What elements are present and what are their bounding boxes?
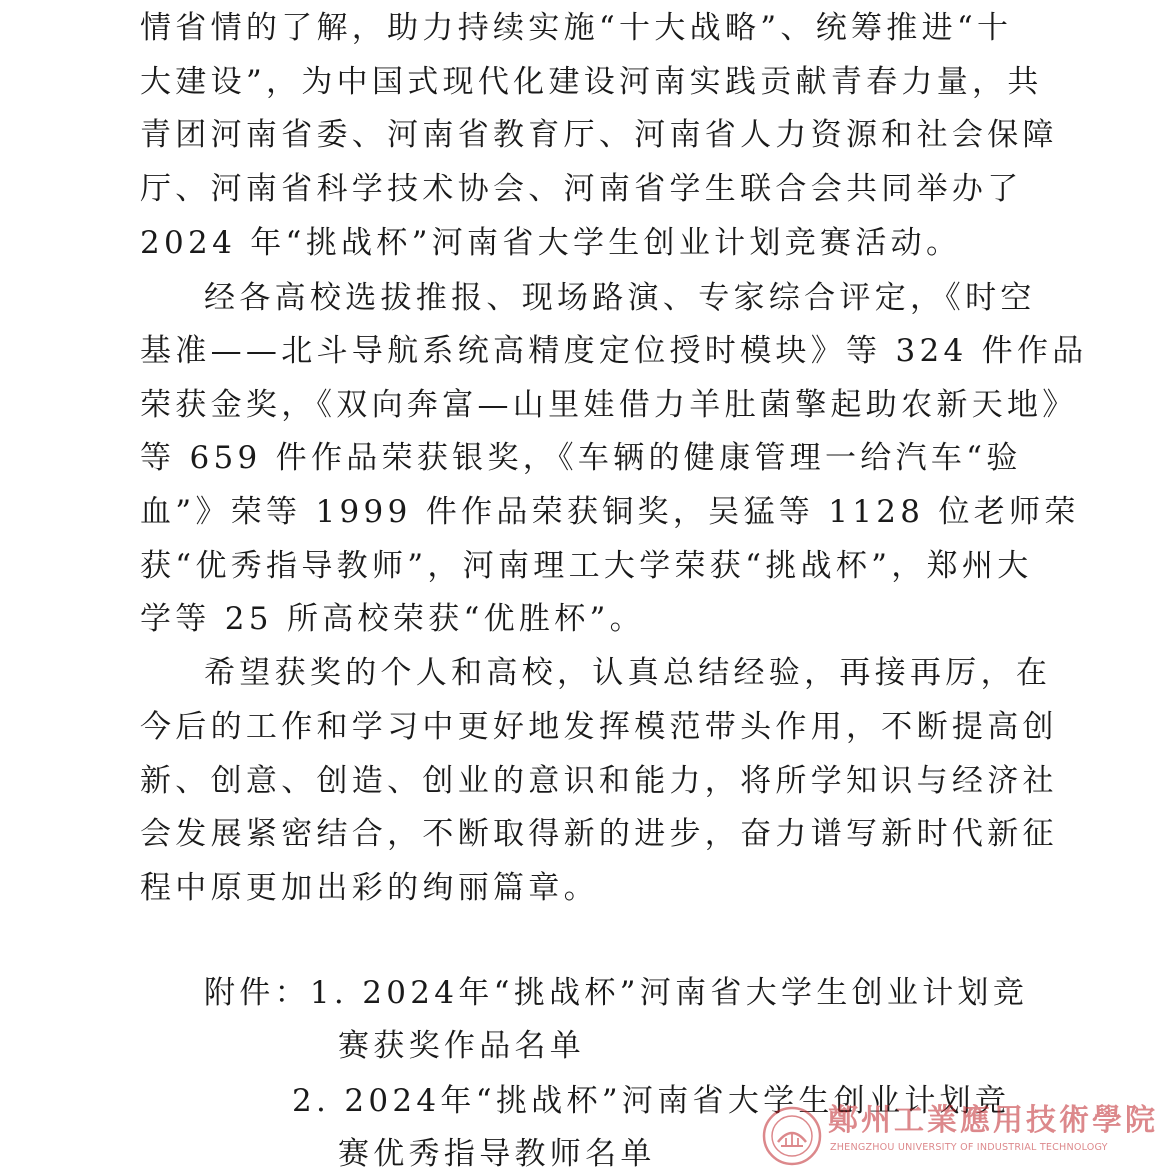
school-seal-icon	[762, 1106, 822, 1166]
body-line: 等 659 件作品荣获银奖，《车辆的健康管理一给汽车“验	[140, 440, 1022, 476]
paragraph-start-line: 经各高校选拔推报、现场路演、专家综合评定，《时空	[204, 280, 1036, 316]
body-line: 基准——北斗导航系统高精度定位授时模块》等 324 件作品	[140, 333, 1088, 369]
school-name-english: ZHENGZHOU UNIVERSITY OF INDUSTRIAL TECHNOLOGY	[830, 1142, 1108, 1153]
body-line: 青团河南省委、河南省教育厅、河南省人力资源和社会保障	[140, 117, 1058, 153]
attachment-2-line-2: 赛优秀指导教师名单	[338, 1136, 656, 1172]
body-line: 荣获金奖，《双向奔富—山里娃借力羊肚菌擎起助农新天地》	[140, 387, 1078, 423]
attachment-1-line-2: 赛获奖作品名单	[338, 1028, 586, 1064]
school-watermark	[762, 1100, 1158, 1169]
body-line: 厅、河南省科学技术协会、河南省学生联合会共同举办了	[140, 171, 1023, 207]
school-name-chinese: 鄭州工業應用技術學院	[828, 1103, 1158, 1138]
attachment-1-line-1: 附件：1. 2024年“挑战杯”河南省大学生创业计划竞	[204, 975, 1029, 1011]
body-line: 大建设”，为中国式现代化建设河南实践贡献青春力量，共	[140, 64, 1043, 100]
body-line: 学等 25 所高校荣获“优胜杯”。	[140, 601, 645, 637]
body-line: 程中原更加出彩的绚丽篇章。	[140, 870, 599, 906]
attachment-2-line-1: 2. 2024年“挑战杯”河南省大学生创业计划竞	[292, 1083, 1011, 1119]
body-line: 今后的工作和学习中更好地发挥模范带头作用，不断提高创	[140, 709, 1058, 745]
body-line: 血”》荣等 1999 件作品荣获铜奖，吴猛等 1128 位老师荣	[140, 494, 1080, 530]
paragraph-start-line: 希望获奖的个人和高校，认真总结经验，再接再厉，在	[204, 655, 1052, 691]
body-line: 2024 年“挑战杯”河南省大学生创业计划竞赛活动。	[140, 225, 962, 261]
body-line: 情省情的了解，助力持续实施“十大战略”、统筹推进“十	[140, 10, 1013, 46]
body-line: 会发展紧密结合，不断取得新的进步，奋力谱写新时代新征	[140, 816, 1058, 852]
body-line: 获“优秀指导教师”，河南理工大学荣获“挑战杯”，郑州大	[140, 548, 1033, 584]
body-line: 新、创意、创造、创业的意识和能力，将所学知识与经济社	[140, 763, 1058, 799]
